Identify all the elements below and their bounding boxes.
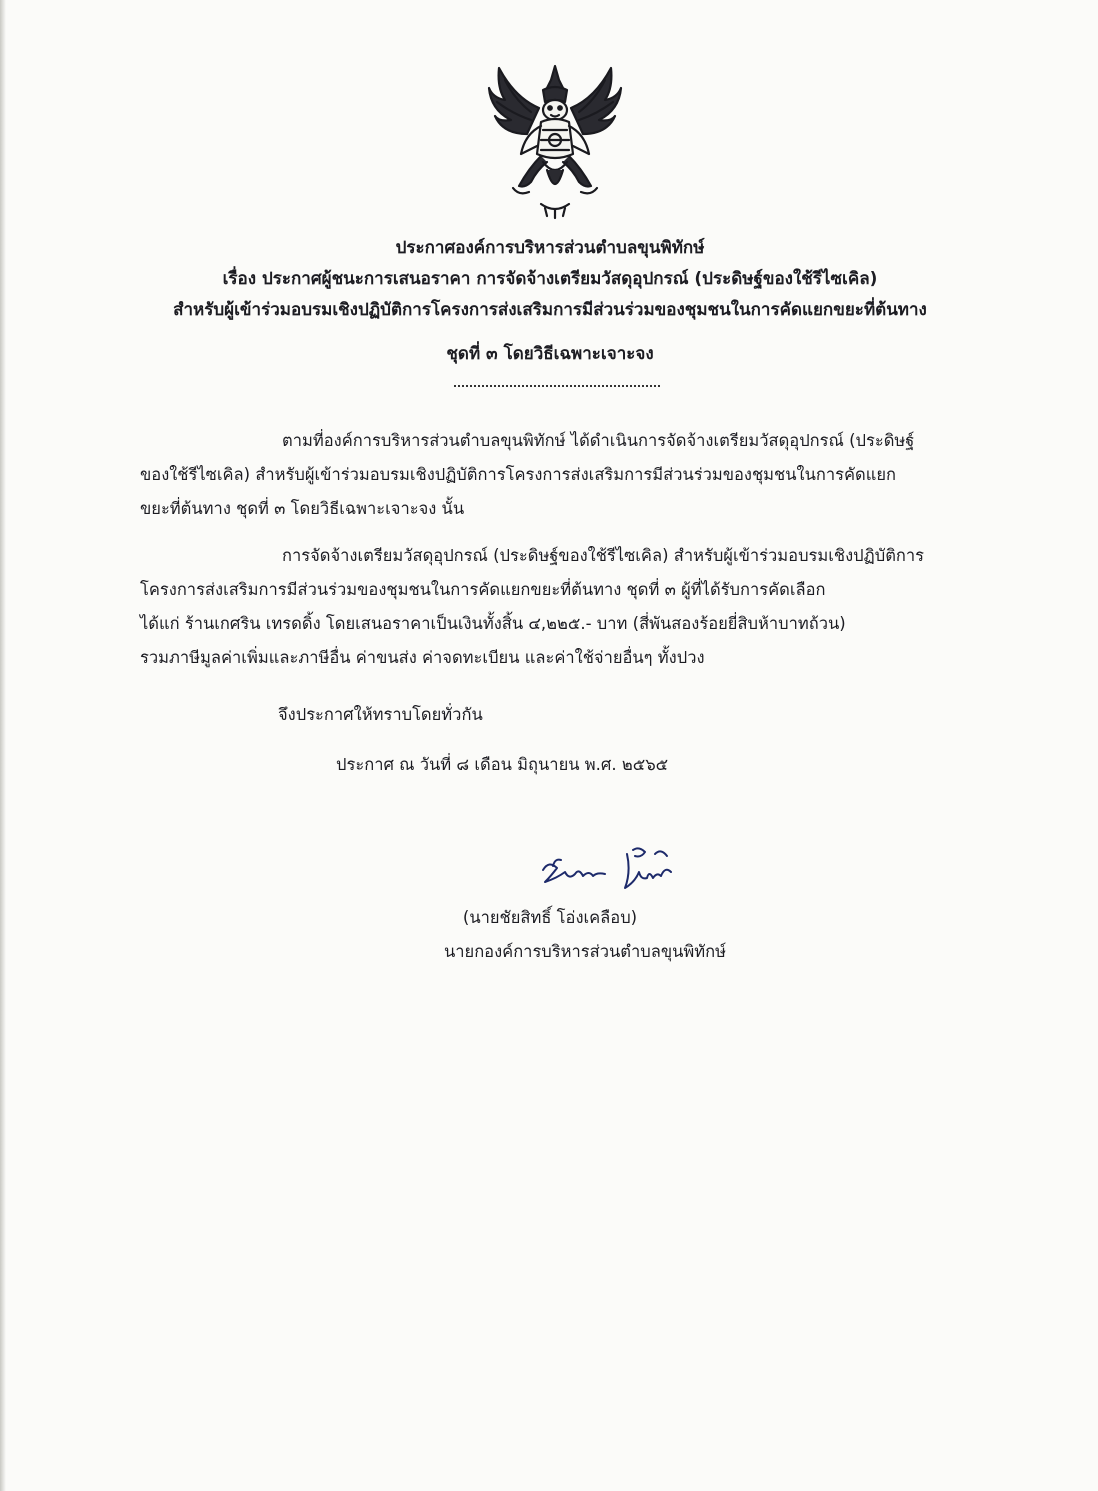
signatory-name: (นายชัยสิทธิ์ โอ่งเคลือบ): [462, 908, 638, 927]
header-divider: [454, 385, 660, 387]
signatory-position: นายกองค์การบริหารส่วนตำบลขุนพิทักษ์: [443, 942, 727, 961]
header-subject-line-3: ชุดที่ ๓ โดยวิธีเฉพาะเจาะจง: [446, 344, 654, 364]
paragraph-1-line-1: ตามที่องค์การบริหารส่วนตำบลขุนพิทักษ์ ได้ดำเนินการจัดจ้างเตรียมวัสดุอุปกรณ์ (ประดิษฐ์: [282, 431, 915, 450]
header-subject: เรื่อง ประกาศผู้ชนะการเสนอราคา การจัดจ้างเตรียมวัสดุอุปกรณ์ (ประดิษฐ์ของใช้รีไซเคิล): [222, 269, 878, 289]
announcement-date: ประกาศ ณ วันที่ ๘ เดือน มิถุนายน พ.ศ. ๒๕๖๕: [336, 755, 669, 774]
closing-statement: จึงประกาศให้ทราบโดยทั่วกัน: [278, 705, 483, 724]
header-subject-line-2: สำหรับผู้เข้าร่วมอบรมเชิงปฏิบัติการโครงการส่งเสริมการมีส่วนร่วมของชุมชนในการคัดแยกขยะที่ต้นทาง: [173, 300, 927, 320]
paragraph-1-line-3: ขยะที่ต้นทาง ชุดที่ ๓ โดยวิธีเฉพาะเจาะจง นั้น: [140, 499, 465, 518]
paragraph-2-line-4: รวมภาษีมูลค่าเพิ่มและภาษีอื่น ค่าขนส่ง ค่าจดทะเบียน และค่าใช้จ่ายอื่นๆ ทั้งปวง: [140, 648, 705, 667]
header-title: ประกาศองค์การบริหารส่วนตำบลขุนพิทักษ์: [395, 238, 705, 258]
handwritten-signature: [535, 842, 685, 896]
paragraph-2-line-3: ได้แก่ ร้านเกศริน เทรดดิ้ง โดยเสนอราคาเป็นเงินทั้งสิ้น ๔,๒๒๕.- บาท (สี่พันสองร้อยยี่สิบห้าบาทถ้วน): [140, 614, 846, 633]
garuda-emblem-icon: [485, 58, 625, 220]
paragraph-2-line-1: การจัดจ้างเตรียมวัสดุอุปกรณ์ (ประดิษฐ์ของใช้รีไซเคิล) สำหรับผู้เข้าร่วมอบรมเชิงปฏิบัติการ: [282, 546, 925, 565]
page-edge-shadow: [0, 0, 6, 1491]
paragraph-1-line-2: ของใช้รีไซเคิล) สำหรับผู้เข้าร่วมอบรมเชิงปฏิบัติการโครงการส่งเสริมการมีส่วนร่วมของชุมชนในการคัดแยก: [140, 465, 897, 484]
paragraph-2-line-2: โครงการส่งเสริมการมีส่วนร่วมของชุมชนในการคัดแยกขยะที่ต้นทาง ชุดที่ ๓ ผู้ที่ได้รับการคัดเลือก: [140, 580, 826, 599]
